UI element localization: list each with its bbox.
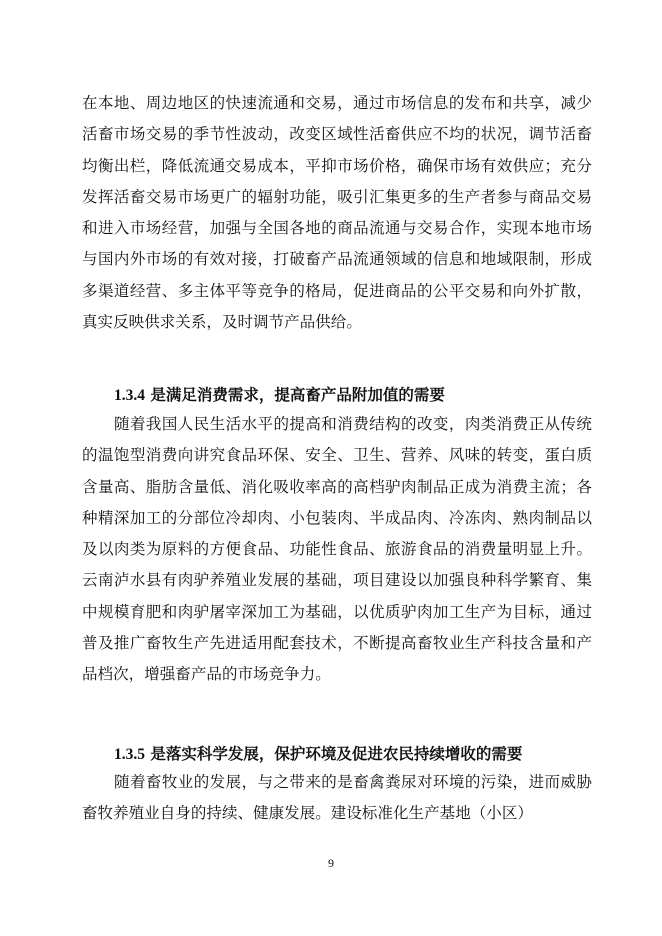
section-number-1-3-4: 1.3.4 [114, 387, 145, 404]
paragraph-environment-protection: 随着畜牧业的发展，与之带来的是畜禽粪尿对环境的污染，进而威胁畜牧养殖业自身的持续、健康发展。建设标准化生产基地（小区） [82, 773, 592, 823]
paragraph-consumer-demand: 随着我国人民生活水平的提高和消费结构的改变，肉类消费正从传统的温饱型消费向讲究食品环保、安全、卫生、营养、风味的转变，蛋白质含量高、脂肪含量低、消化吸收率高的高档驴肉制品正成为消费主流；各种精深加工的分部位冷却肉、小包装肉、半成品肉、冷冻肉、熟肉制品以及以肉类为原料的方便食品、功能性食品、旅游食品的消费量明显上升。云南泸水县有肉驴养殖业发展的基础，项目建设以加强良种科学繁育、集中规模育肥和肉驴屠宰深加工为基础，以优质驴肉加工生产为目标，通过普及推广畜牧生产先进适用配套技术，不断提高畜牧业生产科技含量和产品档次，增强畜产品的市场竞争力。 [82, 415, 592, 684]
section-heading-1-3-4 [114, 384, 445, 407]
section-number-1-3-5: 1.3.5 [114, 746, 145, 763]
section-title-1-3-4: 是满足消费需求，提高畜产品附加值的需要 [150, 385, 445, 404]
section-title-1-3-5: 是落实科学发展，保护环境及促进农民持续增收的需要 [150, 744, 523, 763]
paragraph-market-circulation: 在本地、周边地区的快速流通和交易，通过市场信息的发布和共享，减少活畜市场交易的季节性波动，改变区域性活畜供应不均的状况，调节活畜均衡出栏，降低流通交易成本，平抑市场价格，确保市场有效供应；充分发挥活畜交易市场更广的辐射功能，吸引汇集更多的生产者参与商品交易和进入市场经营，加强与全国各地的商品流通与交易合作，实现本地市场与国内外市场的有效对接，打破畜产品流通领域的信息和地域限制，形成多渠道经营、多主体平等竞争的格局，促进商品的公平交易和向外扩散，真实反映供求关系，及时调节产品供给。 [82, 94, 592, 332]
page-number: 9 [328, 856, 334, 870]
section-heading-1-3-5 [114, 743, 522, 766]
